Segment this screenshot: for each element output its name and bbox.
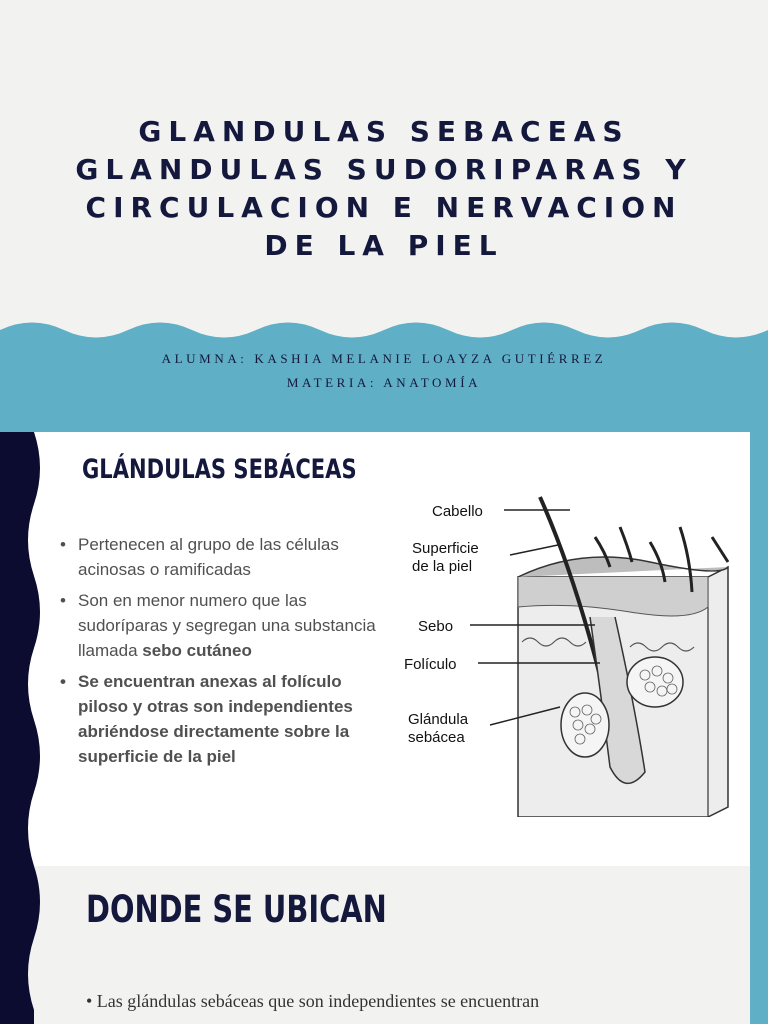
label-surface-2: de la piel <box>412 558 473 575</box>
title-line-4: DE LA PIEL <box>264 229 504 262</box>
title-line-3: CIRCULACION E NERVACION <box>85 191 683 224</box>
author-name: ALUMNA: KASHIA MELANIE LOAYZA GUTIÉRREZ <box>161 351 607 366</box>
label-hair: Cabello <box>432 503 483 520</box>
left-wave-edge-2 <box>0 866 48 1024</box>
subject-name: MATERIA: ANATOMÍA <box>286 375 482 390</box>
sebaceous-gland-diagram <box>400 467 730 817</box>
bullet-text: • Las glándulas sebáceas que son independientes se encuentran <box>86 991 540 1011</box>
presentation-title <box>0 113 768 265</box>
label-sebum: Sebo <box>418 618 454 635</box>
emphasis-term: sebo cutáneo <box>142 641 252 660</box>
right-edge-bar-2 <box>750 866 768 1024</box>
bullet-item-1: • Pertenecen al grupo de las células acinosas o ramificadas <box>60 532 390 582</box>
label-gland-2: sebácea <box>408 729 465 746</box>
title-slide <box>0 0 768 432</box>
location-slide <box>0 866 768 1024</box>
slide-title: DONDE SE UBICAN <box>86 888 387 931</box>
bullet-item-2: • Son en menor numero que las sudoríparas y segregan una substancia llamada sebo cutáneo <box>60 588 390 663</box>
label-surface-1: Superficie <box>412 540 479 557</box>
slide-title: GLÁNDULAS SEBÁCEAS <box>82 454 357 485</box>
right-edge-bar <box>750 432 768 866</box>
sebaceous-slide <box>0 432 768 866</box>
author-block <box>0 347 768 395</box>
bullet-list <box>60 532 390 775</box>
label-follicle: Folículo <box>404 656 457 673</box>
title-line-2: GLANDULAS SUDORIPARAS Y <box>75 153 693 186</box>
title-line-1: GLANDULAS SEBACEAS <box>138 115 630 148</box>
bullet-item-3: • Se encuentran anexas al folículo piloso y otras son independientes abriéndose directamente sobre la superficie de la piel <box>60 669 390 769</box>
label-gland-1: Glándula <box>408 711 469 728</box>
left-wave-edge <box>0 432 48 866</box>
